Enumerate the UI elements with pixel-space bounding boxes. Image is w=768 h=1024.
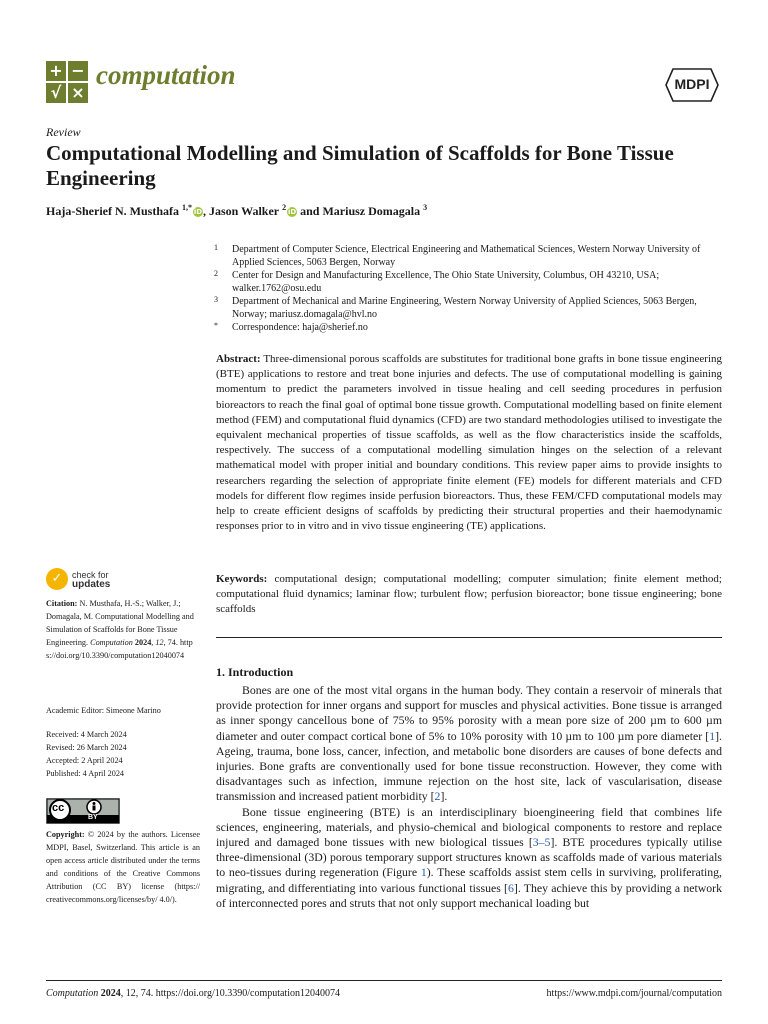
section-heading: 1. Introduction xyxy=(216,665,294,679)
body-text xyxy=(216,683,722,911)
cc-icon: cc xyxy=(52,802,65,814)
affiliation-item: 1 Department of Computer Science, Electrical Engineering and Mathematical Sciences, Western Norway University of Applied Sciences, 5063 Bergen, Norway xyxy=(214,243,701,268)
affiliations xyxy=(214,243,724,334)
footer-journal-url[interactable]: https://www.mdpi.com/journal/computation xyxy=(546,988,722,999)
doi-link[interactable]: https://doi.org/10.3390/computation12040074 xyxy=(46,638,193,660)
article-dates: Received: 4 March 2024 Revised: 26 March 2024 Accepted: 2 April 2024 Published: 4 April 2024 xyxy=(46,730,127,778)
abstract: Abstract: Three-dimensional porous scaffolds are substitutes for traditional bone grafts in bone tissue engineering (BTE) applications to restore and treat bone injuries and defects. The use of computational modelling is gaining momentum to predict the parameters involved in tissue healing and cell seeding procedures in perfusion bioreactors to reach the final goal of optimal bone tissue growth. Computational modelling based on finite element method (FEM) and computational fluid dynamics (CFD) are two standard methodologies utilised to investigate the equivalent mechanical properties of tissue scaffolds, as well as the flow characteristics inside the scaffolds, respectively. The success of a computational modelling simulation hinges on the selection of a relevant mathematical model with proper initial and boundary conditions. This review paper aims to provide insights to researchers regarding the selection of appropriate finite element (FE) models for different materials and CFD models for different flow regimes inside perfusion bioreactors. Thus, these FEM/CFD computational models may help to create efficient designs of scaffolds by predicting their structural properties and their haemodynamic responses prior to in vitro and in vivo tissue engineering (TE) applications. xyxy=(216,353,722,533)
orcid-icon[interactable]: iD xyxy=(288,208,297,216)
footer-citation: Computation 2024, 12, 74. https://doi.org/10.3390/computation12040074 xyxy=(46,988,340,999)
journal-logo xyxy=(46,61,88,103)
orcid-icon[interactable]: iD xyxy=(193,208,203,216)
author-affil-ref: 3 xyxy=(423,203,428,212)
author-affil-ref: 1,* xyxy=(181,203,192,212)
citation-link[interactable]: 1 xyxy=(709,728,716,743)
publisher-name: MDPI xyxy=(674,76,710,92)
author-affil-ref: 2 xyxy=(282,203,287,212)
keywords: Keywords: computational design; computational modelling; computer simulation; finite element method; computational fluid dynamics; laminar flow; turbulent flow; perfusion bioreactor; bone tissue engineering; bone scaffolds xyxy=(216,573,722,616)
citation: Citation: N. Musthafa, H.-S.; Walker, J.; Domagala, M. Computational Modelling and Simulation of Scaffolds for Bone Tissue Engineering. Computation 2024, 12, 74. https://doi.org/10.3390/computation12040074 xyxy=(46,599,194,660)
checkmark-icon: ✓ xyxy=(46,568,68,590)
affiliation-item: 3 Department of Mechanical and Marine Engineering, Western Norway University of Applied Sciences, 5063 Bergen, Norway; mariusz.domagala@hvl.no xyxy=(214,295,697,320)
footer-divider xyxy=(46,980,722,981)
paragraph: Bone tissue engineering (BTE) is an interdisciplinary bioengineering field that combines life sciences, engineering, materials, and physio-chemical and biological components to restore and replace injured and damaged bone tissues with new biological tissues [3–5]. BTE procedures typically utilise three-dimensional (3D) porous temporary support structures known as scaffolds made of various materials to neo-tissues during regeneration (Figure 1). These scaffolds assist stem cells in surviving, proliferating, migrating, and differentiating into various functional tissues [6]. They achieve this by providing a network of interconnected pores and struts that not only support mechanical loading but xyxy=(216,804,722,910)
academic-editor: Academic Editor: Simeone Marino xyxy=(46,706,161,715)
copyright-notice: Copyright: © 2024 by the authors. Licensee MDPI, Basel, Switzerland. This article is an open access article distributed under the terms and conditions of the Creative Commons Attribution (CC BY) license (https:// creativecommons.org/licenses/by/ 4.0/). xyxy=(46,830,200,904)
check-icon: √ xyxy=(46,83,66,103)
citation-link[interactable]: 2 xyxy=(434,789,441,804)
publisher-logo xyxy=(665,68,719,102)
article-type: Review xyxy=(46,125,81,139)
author-name[interactable]: and Mariusz Domagala xyxy=(297,204,421,218)
minus-icon: − xyxy=(68,61,88,81)
author-list xyxy=(46,203,427,219)
paragraph: Bones are one of the most vital organs in the human body. They contain a reservoir of minerals that provide protection for inner organs and support for muscles and physical activities. Bone tissue is arranged as inner spongy cancellous bone of 75% to 95% porosity with a mean pore size of 200 µm to 600 µm diameter and outer compact cortical bone of 5% to 10% porosity with 10 µm to 100 µm pore diameter [1]. Ageing, trauma, bone loss, cancer, infection, and metabolic bone disorders are causes of bone defects and injuries. Bone grafts are conventionally used for bone tissue reconstruction. However, they come with disadvantages such as infection, immune rejection on the host site, lack of vascularisation, disease transmission and increased patient morbidity [2]. xyxy=(216,683,722,804)
by-icon: BY xyxy=(88,814,98,821)
times-icon: × xyxy=(68,83,88,103)
author-name[interactable]: , Jason Walker xyxy=(202,204,280,218)
affiliation-item: 2 Center for Design and Manufacturing Excellence, The Ohio State University, Columbus, OH 43210, USA; walker.1762@osu.edu xyxy=(214,269,660,294)
page-title: Computational Modelling and Simulation of Scaffolds for Bone Tissue Engineering xyxy=(46,141,674,190)
journal-name: computation xyxy=(96,60,236,90)
citation-link[interactable]: 3–5 xyxy=(532,835,551,850)
citation-link[interactable]: 6 xyxy=(507,880,514,895)
author-name[interactable]: Haja-Sherief N. Musthafa xyxy=(46,204,179,218)
divider xyxy=(216,637,722,638)
correspondence: * Correspondence: haja@sherief.no xyxy=(214,321,368,333)
check-for-updates-button[interactable]: ✓ check for updates xyxy=(46,567,186,593)
plus-icon: + xyxy=(46,61,66,81)
cc-by-license-badge[interactable] xyxy=(46,798,120,824)
figure-link[interactable]: 1 xyxy=(420,865,427,880)
